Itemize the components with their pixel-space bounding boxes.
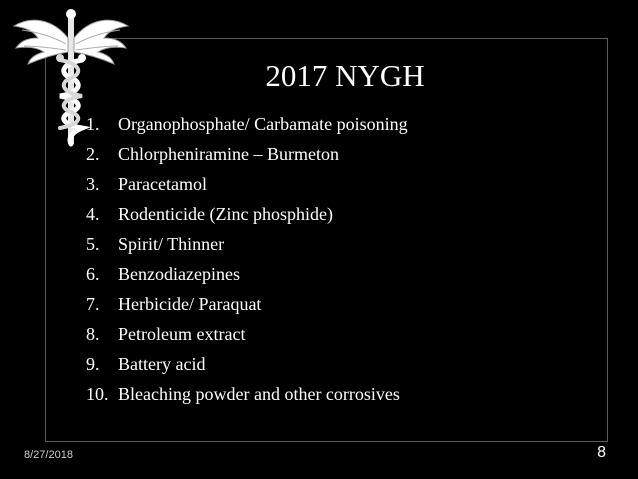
list-item-text: Paracetamol bbox=[118, 174, 207, 194]
list-item bbox=[86, 353, 408, 383]
list-item-text: Petroleum extract bbox=[118, 324, 246, 344]
list-item-number: 9. bbox=[86, 354, 100, 374]
list-item bbox=[86, 113, 408, 143]
footer-date: 8/27/2018 bbox=[24, 449, 73, 461]
list-item-number: 6. bbox=[86, 264, 100, 284]
slide-title: 2017 NYGH bbox=[265, 58, 425, 93]
list-item bbox=[86, 143, 408, 173]
list-item-number: 7. bbox=[86, 294, 100, 314]
poison-list bbox=[86, 113, 408, 413]
list-item bbox=[86, 173, 408, 203]
list-item-number: 1. bbox=[86, 114, 100, 134]
list-item bbox=[86, 323, 408, 353]
list-item bbox=[86, 203, 408, 233]
list-item-number: 5. bbox=[86, 234, 100, 254]
list-item bbox=[86, 263, 408, 293]
list-item bbox=[86, 383, 408, 413]
list-item-text: Organophosphate/ Carbamate poisoning bbox=[118, 114, 408, 134]
list-item-text: Battery acid bbox=[118, 354, 206, 374]
list-item-text: Rodenticide (Zinc phosphide) bbox=[118, 204, 333, 224]
list-item-number: 8. bbox=[86, 324, 100, 344]
list-item-number: 3. bbox=[86, 174, 100, 194]
list-item-number: 2. bbox=[86, 144, 100, 164]
list-item-text: Benzodiazepines bbox=[118, 264, 240, 284]
list-item-text: Bleaching powder and other corrosives bbox=[118, 384, 400, 404]
list-item bbox=[86, 293, 408, 323]
list-item-text: Chlorpheniramine – Burmeton bbox=[118, 144, 339, 164]
list-item-number: 4. bbox=[86, 204, 100, 224]
page-number: 8 bbox=[597, 444, 606, 461]
list-item-text: Spirit/ Thinner bbox=[118, 234, 225, 254]
list-item-text: Herbicide/ Paraquat bbox=[118, 294, 262, 314]
list-item-number: 10. bbox=[86, 384, 109, 404]
list-item bbox=[86, 233, 408, 263]
